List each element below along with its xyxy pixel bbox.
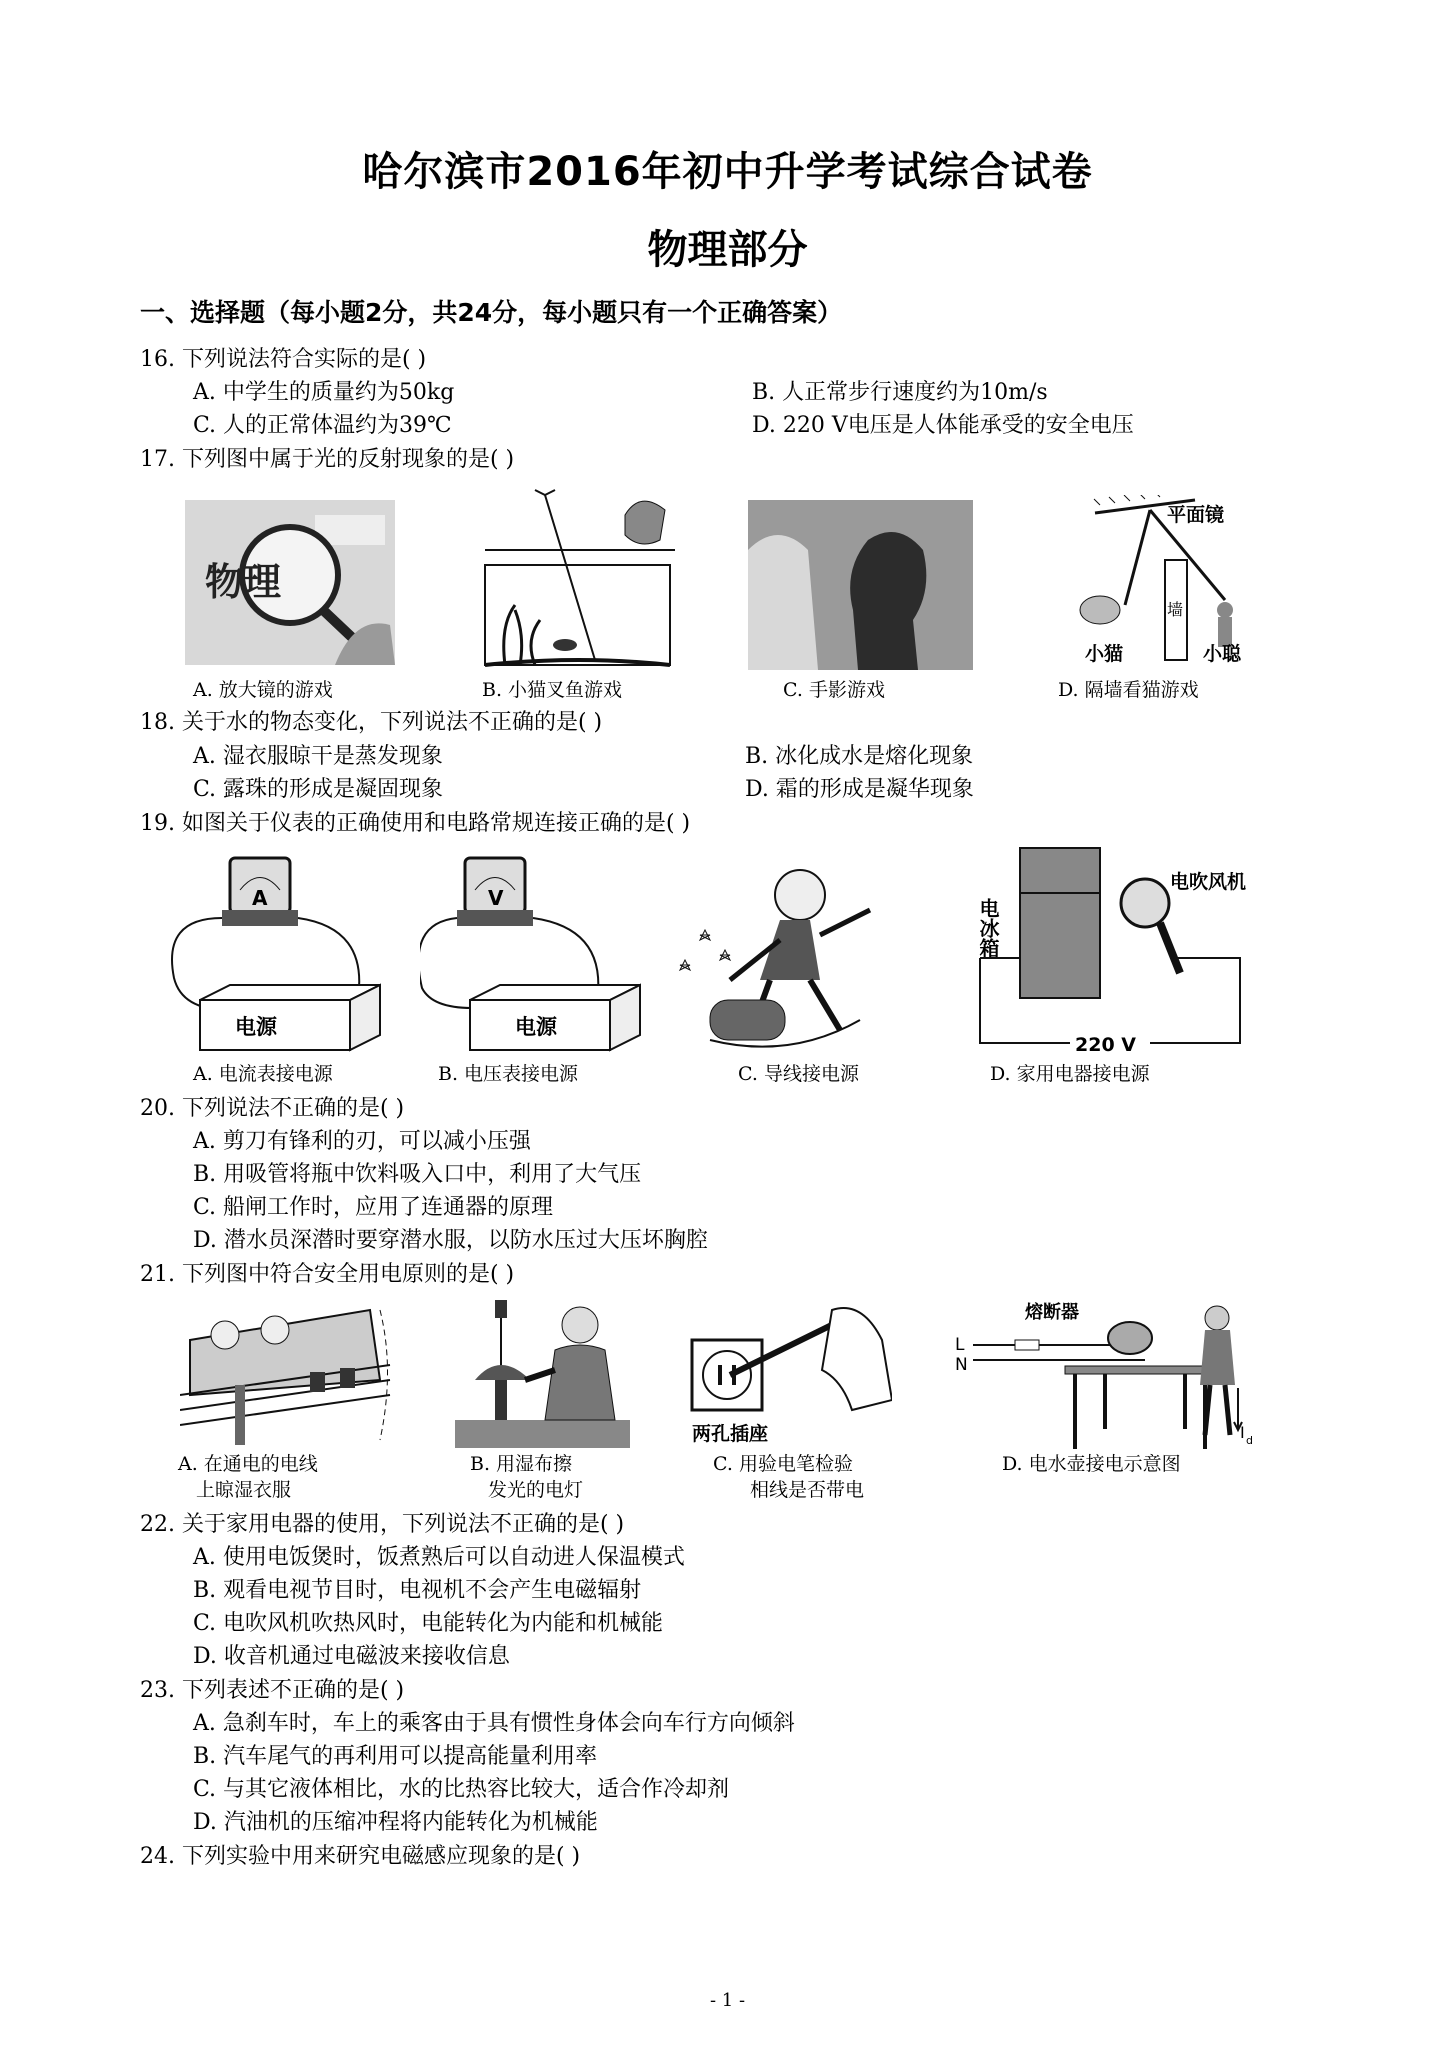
q17-fig-d-wall-label: 墙	[1167, 600, 1184, 619]
q18-option-c: C. 露珠的形成是凝固现象	[193, 777, 444, 802]
q18-option-d: D. 霜的形成是凝华现象	[745, 777, 974, 802]
q21-fig-d-l-label: L	[955, 1335, 965, 1355]
q19-fig-b-power-label: 电源	[515, 1015, 557, 1039]
q19-fig-d-dryer-label: 电吹风机	[1170, 871, 1247, 893]
q22-option-d: D. 收音机通过电磁波来接收信息	[193, 1644, 510, 1669]
section-heading: 一、选择题（每小题2分，共24分，每小题只有一个正确答案）	[140, 298, 843, 327]
q19-fig-a-meter-label: A	[252, 886, 268, 910]
q17-caption-d: D. 隔墙看猫游戏	[1058, 679, 1199, 701]
q19-figure-a-ammeter	[170, 850, 400, 1055]
q17-figure-a-magnifier	[185, 495, 395, 670]
q23-option-a: A. 急刹车时，车上的乘客由于具有惯性身体会向车行方向倾斜	[193, 1711, 795, 1736]
q23-option-d: D. 汽油机的压缩冲程将内能转化为机械能	[193, 1810, 598, 1835]
q16-option-a: A. 中学生的质量约为50kg	[193, 380, 455, 405]
q22-option-a: A. 使用电饭煲时，饭煮熟后可以自动进人保温模式	[193, 1545, 685, 1570]
q18-stem: 18. 关于水的物态变化，下列说法不正确的是( )	[140, 710, 603, 735]
q16-option-b: B. 人正常步行速度约为10m/s	[752, 380, 1048, 405]
q18-option-a: A. 湿衣服晾干是蒸发现象	[193, 744, 443, 769]
q21-caption-b-line1: B. 用湿布擦	[470, 1453, 573, 1475]
q21-fig-d-current-label: I	[1240, 1423, 1245, 1442]
q17-fig-d-boy-label: 小聪	[1203, 643, 1242, 665]
q17-figure-d-wall-mirror	[1055, 495, 1265, 670]
q17-figure-b-cat-fishing	[475, 485, 685, 670]
q21-fig-d-fuse-label: 熔断器	[1025, 1302, 1079, 1323]
q21-fig-d-current-subscript: d	[1246, 1434, 1253, 1447]
q17-caption-c: C. 手影游戏	[783, 679, 885, 701]
q21-caption-a-line2: 上晾湿衣服	[196, 1479, 292, 1501]
q21-figure-a-wet-clothes	[180, 1300, 395, 1448]
q19-caption-b: B. 电压表接电源	[438, 1063, 579, 1085]
q22-option-b: B. 观看电视节目时，电视机不会产生电磁辐射	[193, 1578, 642, 1603]
q21-stem: 21. 下列图中符合安全用电原则的是( )	[140, 1262, 515, 1287]
q21-caption-c-line2: 相线是否带电	[750, 1479, 865, 1501]
q17-fig-d-mirror-label: 平面镜	[1167, 504, 1225, 526]
q21-caption-d: D. 电水壶接电示意图	[1002, 1453, 1181, 1475]
q19-fig-a-power-label: 电源	[235, 1015, 277, 1039]
q22-option-c: C. 电吹风机吹热风时，电能转化为内能和机械能	[193, 1611, 664, 1636]
q24-stem: 24. 下列实验中用来研究电磁感应现象的是( )	[140, 1844, 581, 1869]
q19-fig-d-fridge-label: 电冰箱	[976, 898, 1000, 958]
q21-figure-c-test-pen	[682, 1300, 892, 1448]
q20-stem: 20. 下列说法不正确的是( )	[140, 1096, 405, 1121]
q19-fig-b-meter-label: V	[488, 886, 504, 910]
q19-caption-c: C. 导线接电源	[738, 1063, 859, 1085]
q20-option-d: D. 潜水员深潜时要穿潜水服，以防水压过大压坏胸腔	[193, 1228, 708, 1253]
q23-stem: 23. 下列表述不正确的是( )	[140, 1678, 405, 1703]
q21-figure-d-kettle	[955, 1298, 1260, 1450]
q23-option-b: B. 汽车尾气的再利用可以提高能量利用率	[193, 1744, 598, 1769]
q16-option-c: C. 人的正常体温约为39℃	[193, 413, 452, 438]
q21-caption-a-line1: A. 在通电的电线	[178, 1453, 318, 1475]
q19-fig-d-voltage-label: 220 V	[1075, 1034, 1136, 1056]
q17-stem: 17. 下列图中属于光的反射现象的是( )	[140, 447, 515, 472]
page-number: - 1 -	[709, 1990, 746, 2011]
q19-stem: 19. 如图关于仪表的正确使用和电路常规连接正确的是( )	[140, 811, 691, 836]
q21-figure-b-wet-lamp	[455, 1290, 630, 1448]
q17-fig-a-label: 物理	[205, 560, 282, 604]
q16-stem: 16. 下列说法符合实际的是( )	[140, 347, 427, 372]
q21-caption-c-line1: C. 用验电笔检验	[713, 1453, 853, 1475]
q17-caption-a: A. 放大镜的游戏	[193, 679, 333, 701]
q19-figure-d-appliances	[970, 838, 1270, 1063]
q21-fig-d-n-label: N	[955, 1355, 968, 1375]
q20-option-b: B. 用吸管将瓶中饮料吸入口中，利用了大气压	[193, 1162, 642, 1187]
q19-caption-d: D. 家用电器接电源	[990, 1063, 1150, 1085]
q21-caption-b-line2: 发光的电灯	[488, 1479, 584, 1501]
exam-title: 哈尔滨市2016年初中升学考试综合试卷	[362, 149, 1093, 195]
q16-option-d: D. 220 V电压是人体能承受的安全电压	[752, 413, 1134, 438]
q17-fig-d-cat-label: 小猫	[1085, 643, 1124, 665]
q19-figure-b-voltmeter	[420, 850, 650, 1055]
q21-fig-c-socket-label: 两孔插座	[692, 1423, 769, 1445]
q19-figure-c-wire-short	[670, 860, 900, 1055]
q18-option-b: B. 冰化成水是熔化现象	[745, 744, 974, 769]
q17-figure-c-hand-shadow	[748, 500, 973, 670]
q19-caption-a: A. 电流表接电源	[193, 1063, 333, 1085]
q20-option-a: A. 剪刀有锋利的刃，可以减小压强	[193, 1129, 531, 1154]
q23-option-c: C. 与其它液体相比，水的比热容比较大，适合作冷却剂	[193, 1777, 730, 1802]
exam-subtitle: 物理部分	[647, 227, 808, 273]
q17-caption-b: B. 小猫叉鱼游戏	[482, 679, 623, 701]
q20-option-c: C. 船闸工作时，应用了连通器的原理	[193, 1195, 554, 1220]
q22-stem: 22. 关于家用电器的使用，下列说法不正确的是( )	[140, 1512, 625, 1537]
